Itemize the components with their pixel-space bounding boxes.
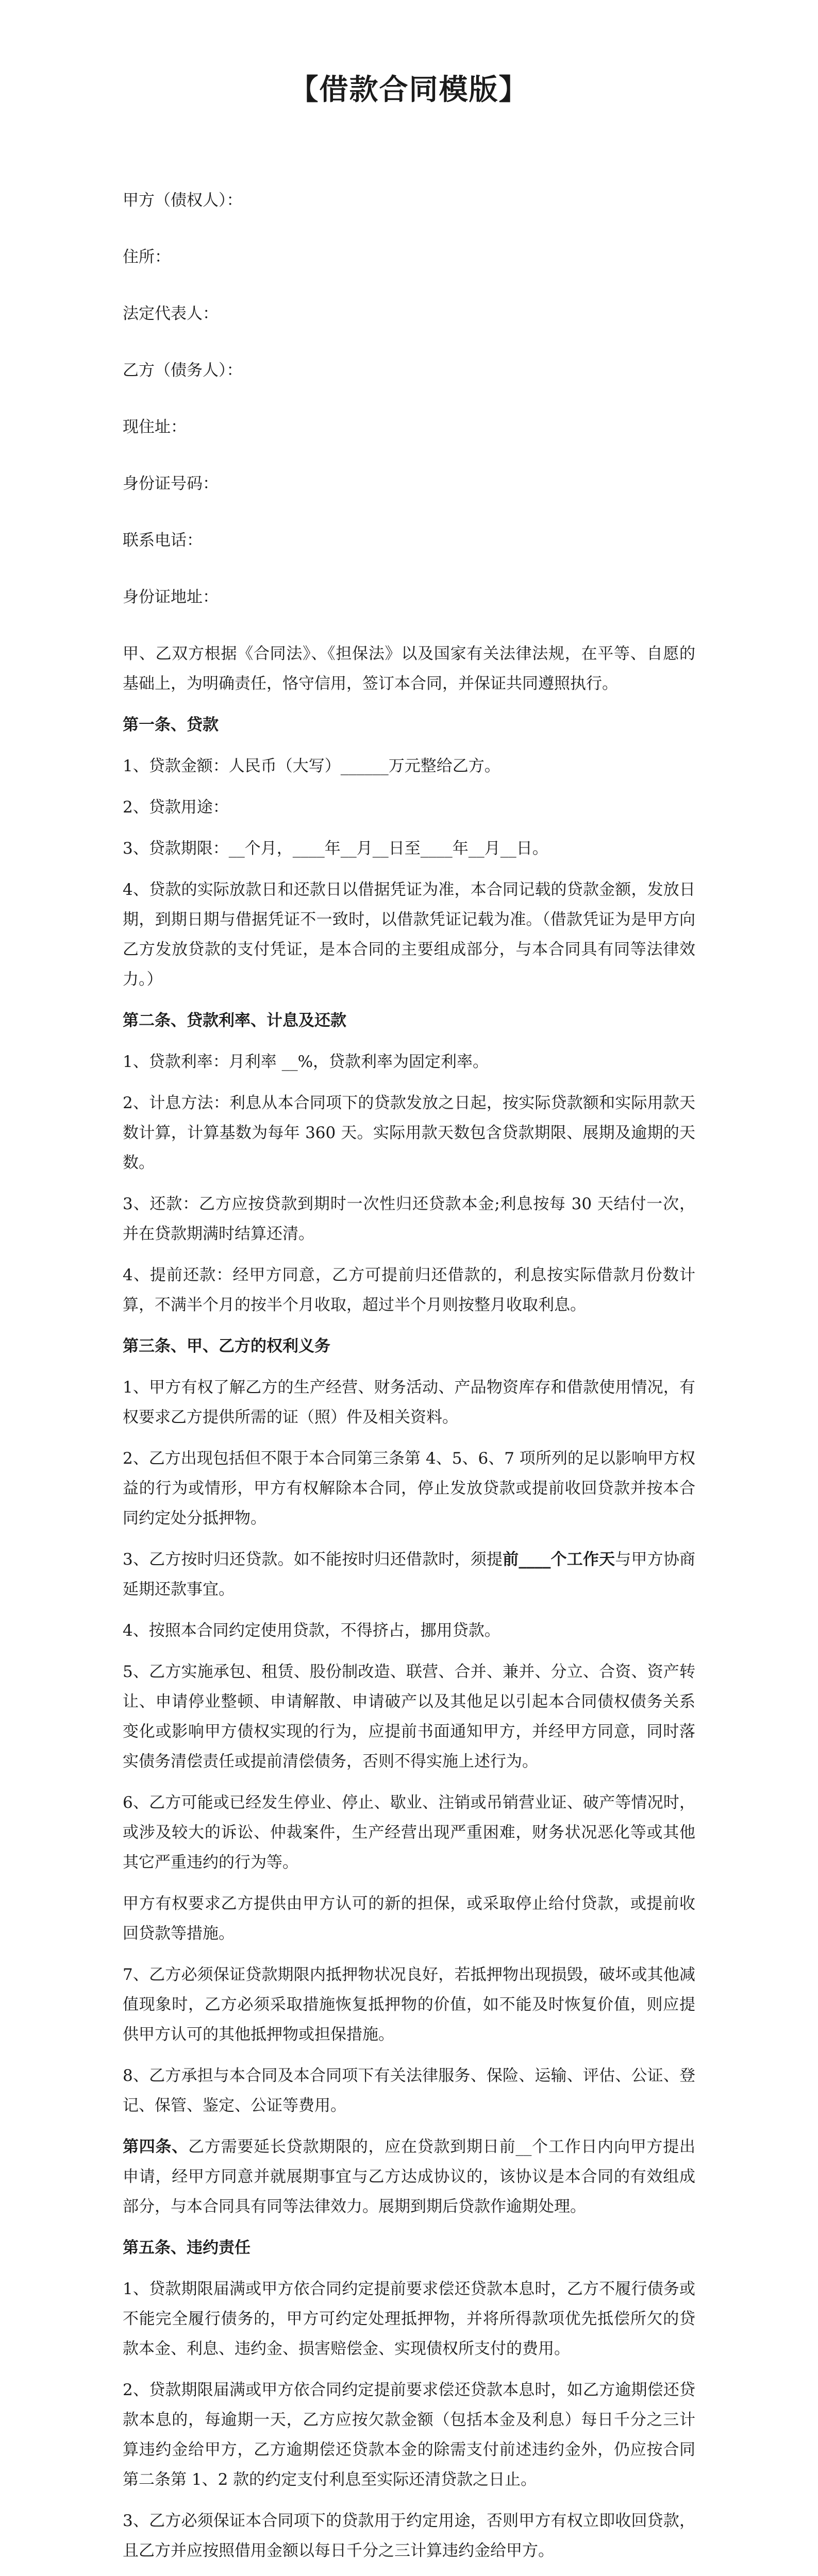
preamble: 甲、乙双方根据《合同法》、《担保法》以及国家有关法律法规，在平等、自愿的基础上，为明确责任，恪守信用，签订本合同，并保证共同遵照执行。	[123, 645, 695, 693]
article-3-clause-7: 7、乙方必须保证贷款期限内抵押物状况良好，若抵押物出现损毁，破坏或其他减值现象时，乙方必须采取措施恢复抵押物的价值，如不能及时恢复价值，则应提供甲方认可的其他抵押物或担保措施。	[123, 1965, 695, 2044]
article-1-clause-2: 2、贷款用途：	[123, 798, 229, 817]
address-field: 住所：	[123, 248, 171, 266]
article-2-clause-3: 3、还款：乙方应按贷款到期时一次性归还贷款本金;利息按每 30 天结付一次，并在贷款期满时结算还清。	[123, 1195, 695, 1243]
article-2-clause-2: 2、计息方法：利息从本合同项下的贷款发放之日起，按实际贷款额和实际用款天数计算，计算基数为每年 360 天。实际用款天数包含贷款期限、展期及逾期的天数。	[123, 1094, 695, 1172]
article-4	[123, 2132, 695, 2222]
legal-rep-field: 法定代表人：	[123, 304, 219, 323]
article-5-clause-3: 3、乙方必须保证本合同项下的贷款用于约定用途，否则甲方有权立即收回贷款，且乙方并应按照借用金额以每日千分之三计算违约金给甲方。	[123, 2512, 695, 2560]
article-3-clause-6: 6、乙方可能或已经发生停业、停止、歇业、注销或吊销营业证、破产等情况时，或涉及较大的诉讼、仲裁案件，生产经营出现严重困难，财务状况恶化等或其他其它严重违约的行为等。	[123, 1793, 695, 1872]
article-3-clause-3	[123, 1545, 695, 1604]
article-3-clause-6-remedy: 甲方有权要求乙方提供由甲方认可的新的担保，或采取停止给付贷款，或提前收回贷款等措施。	[123, 1894, 695, 1943]
id-address-field: 身份证地址：	[123, 588, 219, 606]
article-3-heading: 第三条、甲、乙方的权利义务	[123, 1337, 330, 1355]
article-3-clause-8: 8、乙方承担与本合同及本合同项下有关法律服务、保险、运输、评估、公证、登记、保管、鉴定、公证等费用。	[123, 2066, 695, 2115]
article-4-label: 第四条、	[123, 2138, 189, 2156]
article-1-heading: 第一条、贷款	[123, 716, 219, 734]
article-3-clause-2: 2、乙方出现包括但不限于本合同第三条第 4、5、6、7 项所列的足以影响甲方权益的行为或情形，甲方有权解除本合同，停止发放贷款或提前收回贷款并按本合同约定处分抵押物。	[123, 1449, 695, 1528]
article-2-clause-4: 4、提前还款：经甲方同意，乙方可提前归还借款的，利息按实际借款月份数计算，不满半个月的按半个月收取，超过半个月则按整月收取利息。	[123, 1266, 695, 1314]
phone-field: 联系电话：	[123, 531, 203, 550]
article-4-text: 乙方需要延长贷款期限的，应在贷款到期日前__个工作日内向甲方提出申请，经甲方同意并就展期事宜与乙方达成协议的，该协议是本合同的有效组成部分，与本合同具有同等法律效力。展期到期后贷款作逾期处理。	[123, 2138, 696, 2216]
lender-field: 甲方（债权人）：	[123, 191, 243, 210]
article-2-heading: 第二条、贷款利率、计息及还款	[123, 1011, 346, 1030]
article-5-clause-2: 2、贷款期限届满或甲方依合同约定提前要求偿还贷款本息时，如乙方逾期偿还贷款本息的，每逾期一天，乙方应按欠款金额（包括本金及利息）每日千分之三计算违约金给甲方，乙方逾期偿还贷款本金的除需支付前述违约金外，仍应按合同第二条第 1、2 款的约定支付利息至实际还清贷款之日止。	[123, 2381, 695, 2489]
borrower-field: 乙方（债务人）：	[123, 361, 243, 380]
id-number-field: 身份证号码：	[123, 474, 219, 493]
article-2-clause-1: 1、贷款利率：月利率 __%，贷款利率为固定利率。	[123, 1053, 489, 1071]
article-3-clause-5: 5、乙方实施承包、租赁、股份制改造、联营、合并、兼并、分立、合资、资产转让、申请停业整顿、申请解散、申请破产以及其他足以引起本合同债权债务关系变化或影响甲方债权实现的行为，应提前书面通知甲方，并经甲方同意，同时落实债务清偿责任或提前清偿债务，否则不得实施上述行为。	[123, 1663, 695, 1771]
residence-field: 现住址：	[123, 418, 187, 436]
document-title: 【借款合同模版】	[289, 73, 529, 107]
article-5-clause-1: 1、贷款期限届满或甲方依合同约定提前要求偿还贷款本息时，乙方不履行债务或不能完全履行债务的，甲方可约定处理抵押物，并将所得款项优先抵偿所欠的贷款本金、利息、违约金、损害赔偿金、实现债权所支付的费用。	[123, 2280, 695, 2358]
article-5-heading: 第五条、违约责任	[123, 2239, 251, 2257]
article-1-clause-4: 4、贷款的实际放款日和还款日以借据凭证为准，本合同记载的贷款金额，发放日期，到期日期与借据凭证不一致时，以借款凭证记载为准。（借款凭证为是甲方向乙方发放贷款的支付凭证，是本合同的主要组成部分，与本合同具有同等法律效力。）	[123, 880, 695, 989]
article-3-clause-1: 1、甲方有权了解乙方的生产经营、财务活动、产品物资库存和借款使用情况，有权要求乙方提供所需的证（照）件及相关资料。	[123, 1378, 695, 1427]
article-1-clause-3: 3、贷款期限：__个月，____年__月__日至____年__月__日。	[123, 839, 548, 858]
clause-3-notice-days: 前____个工作天	[503, 1550, 615, 1569]
article-3-clause-4: 4、按照本合同约定使用贷款，不得挤占，挪用贷款。	[123, 1621, 500, 1640]
article-1-clause-1: 1、贷款金额：人民币（大写）______万元整给乙方。	[123, 757, 500, 775]
clause-3-text-a: 3、乙方按时归还贷款。如不能按时归还借款时，须提	[123, 1550, 503, 1569]
clause-3-text-c: 与甲方协商延期还款事宜。	[123, 1550, 696, 1599]
